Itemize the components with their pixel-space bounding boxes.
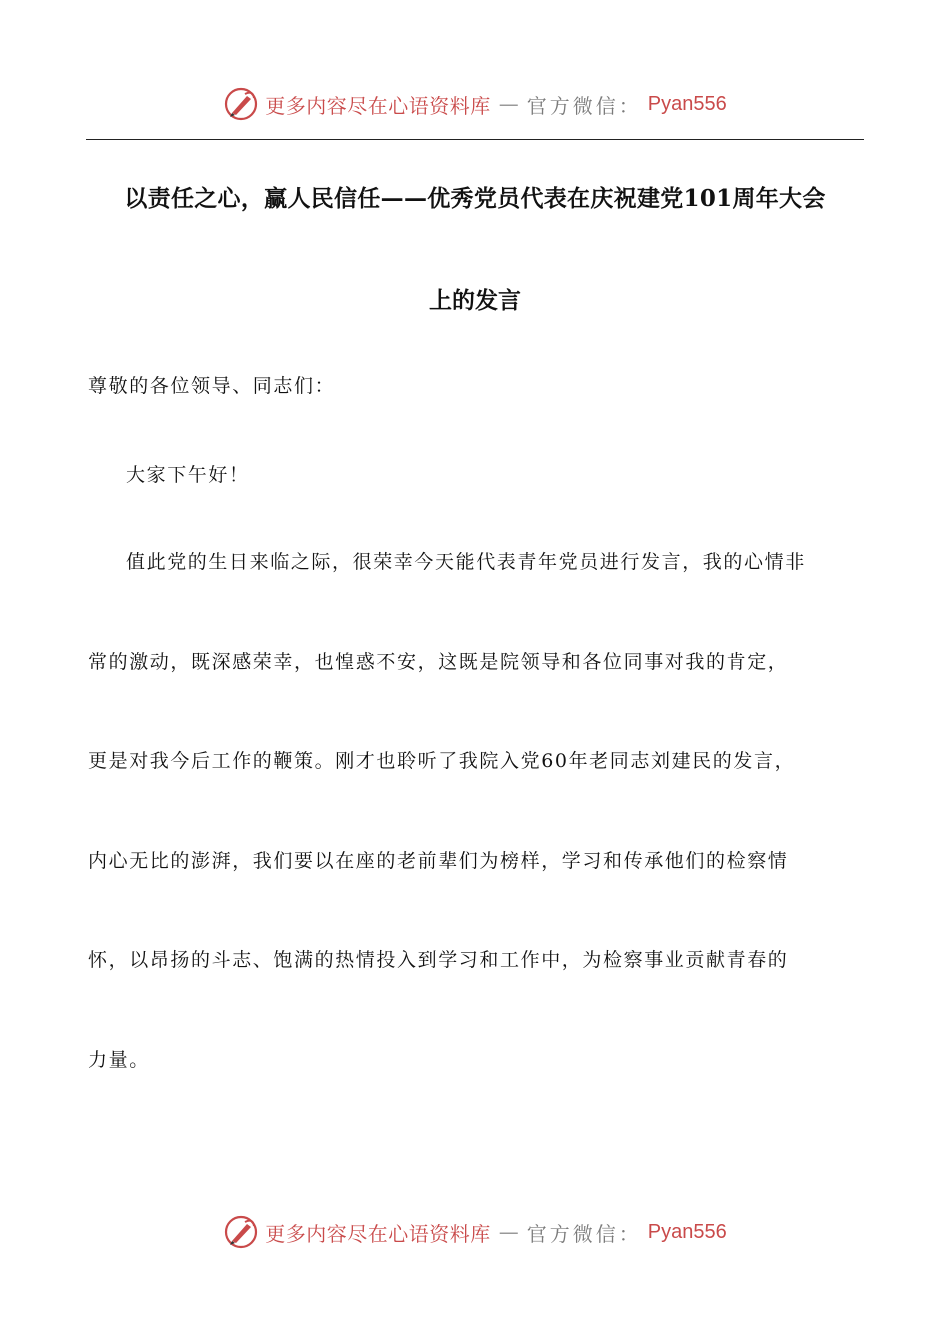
watermark-wechat-id: Pyan556 — [647, 1220, 727, 1243]
document-title-line-2: 上的发言 — [429, 287, 521, 314]
watermark-wechat-id: Pyan556 — [647, 92, 727, 115]
watermark-brand — [223, 1214, 726, 1250]
paragraph-line-3: 更是对我今后工作的鞭策。刚才也聆听了我院入党60年老同志刘建民的发言， — [88, 750, 796, 772]
paragraph-line-4: 内心无比的澎湃，我们要以在座的老前辈们为榜样，学习和传承他们的检察情 — [88, 850, 789, 872]
watermark-wechat-label: 官方微信： — [526, 1221, 642, 1246]
paragraph-line-6: 力量。 — [88, 1049, 150, 1071]
salutation: 尊敬的各位领导、同志们： — [88, 375, 336, 397]
watermark-brand-text: 更多内容尽在心语资料库 — [265, 93, 491, 118]
watermark-brand-text: 更多内容尽在心语资料库 — [265, 1221, 491, 1246]
watermark-wechat-label: 官方微信： — [526, 93, 642, 118]
watermark-dash: — — [498, 92, 519, 116]
document-title-line-1: 以责任之心，赢人民信任——优秀党员代表在庆祝建党101周年大会 — [124, 185, 826, 212]
greeting: 大家下午好！ — [126, 464, 250, 486]
watermark-brand — [223, 86, 726, 122]
paragraph-line-1: 值此党的生日来临之际，很荣幸今天能代表青年党员进行发言，我的心情非 — [126, 551, 806, 573]
header-divider — [86, 139, 864, 140]
pen-logo-icon — [223, 86, 259, 122]
pen-logo-icon — [223, 1214, 259, 1250]
watermark-dash: — — [498, 1220, 519, 1244]
paragraph-line-5: 怀，以昂扬的斗志、饱满的热情投入到学习和工作中，为检察事业贡献青春的 — [88, 949, 789, 971]
footer-watermark — [0, 1212, 950, 1252]
header-watermark — [0, 84, 950, 124]
paragraph-line-2: 常的激动，既深感荣幸，也惶惑不安，这既是院领导和各位同事对我的肯定， — [88, 651, 789, 673]
